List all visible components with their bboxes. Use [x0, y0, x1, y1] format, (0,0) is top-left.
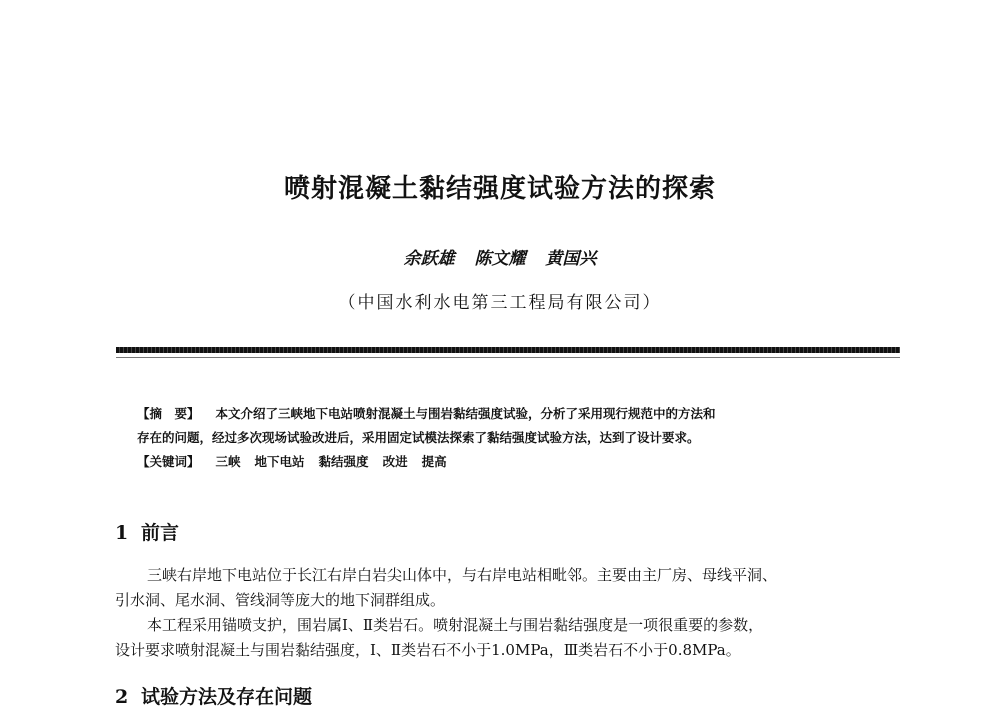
keyword: 提高	[421, 454, 447, 469]
keyword: 三峡	[215, 454, 241, 469]
section-title: 试验方法及存在问题	[141, 686, 313, 708]
keyword: 改进	[382, 454, 408, 469]
keywords-label: 【关键词】	[137, 454, 200, 469]
abstract-line-1	[137, 402, 877, 426]
abstract-label: 【摘 要】	[137, 406, 200, 421]
section-heading-2	[115, 682, 312, 709]
paragraph-1-line-1: 三峡右岸地下电站位于长江右岸白岩尖山体中，与右岸电站相毗邻。主要由主厂房、母线平洞、	[147, 566, 778, 584]
header-rule-thin	[116, 357, 900, 358]
keywords-line	[137, 450, 877, 474]
section-number: 1	[115, 522, 129, 544]
section-number: 2	[115, 686, 129, 708]
keyword: 黏结强度	[318, 454, 369, 469]
section-1-body	[115, 563, 905, 663]
paragraph-1-line-2: 引水洞、尾水洞、管线洞等庞大的地下洞群组成。	[115, 591, 446, 609]
paragraph-2-line-1: 本工程采用锚喷支护，围岩属Ⅰ、Ⅱ类岩石。喷射混凝土与围岩黏结强度是一项很重要的参数，	[147, 616, 764, 634]
paragraph-2-line-2: 设计要求喷射混凝土与围岩黏结强度，Ⅰ、Ⅱ类岩石不小于1.0MPa，Ⅲ类岩石不小于0.8MPa。	[115, 641, 741, 659]
author-list: 余跃雄 陈文耀 黄国兴	[403, 249, 597, 269]
section-title: 前言	[141, 522, 180, 544]
affiliation: （中国水利水电第三工程局有限公司）	[338, 293, 662, 313]
header-rule-thick	[116, 347, 900, 353]
abstract-block	[137, 402, 877, 474]
abstract-text-1: 本文介绍了三峡地下电站喷射混凝土与围岩黏结强度试验，分析了采用现行规范中的方法和	[215, 406, 716, 421]
keyword: 地下电站	[254, 454, 305, 469]
paper-title: 喷射混凝土黏结强度试验方法的探索	[283, 174, 716, 204]
abstract-line-2: 存在的问题，经过多次现场试验改进后，采用固定试模法探索了黏结强度试验方法，达到了设计要求。	[137, 430, 700, 445]
section-heading-1	[115, 518, 179, 545]
